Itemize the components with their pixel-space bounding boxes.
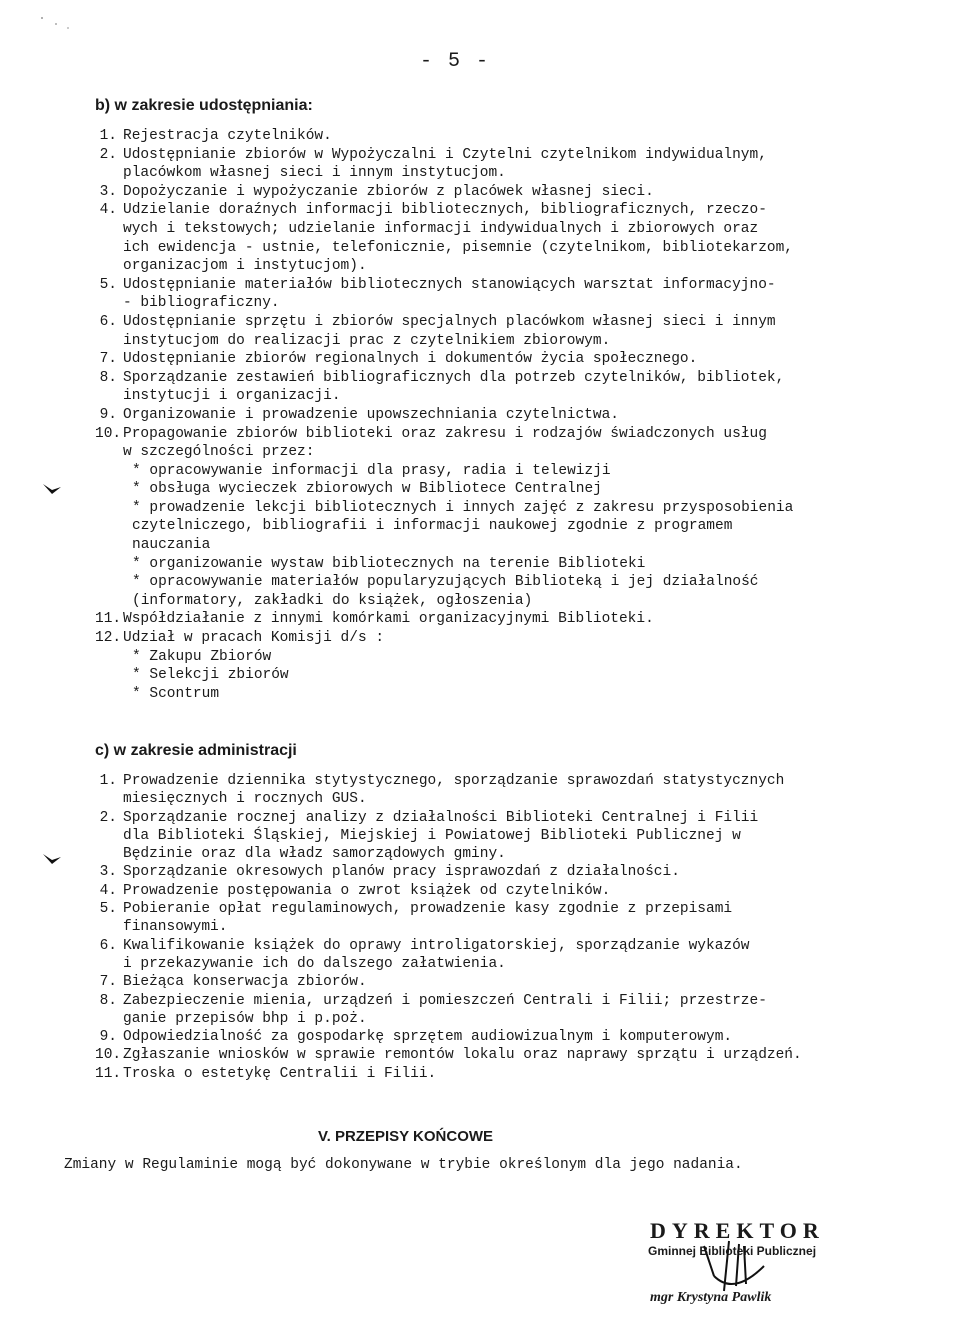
section-c <box>95 742 895 1083</box>
item-text: Pobieranie opłat regulaminowych, prowadzenie kasy zgodnie z przepisami finansowymi. <box>123 901 733 936</box>
handwritten-signature <box>684 1236 784 1296</box>
item-text: Organizowanie i prowadzenie upowszechniania czytelnictwa. <box>123 406 619 423</box>
item-text: Propagowanie zbiorów biblioteki oraz zakresu i rodzajów świadczonych usług w szczególności przez: <box>123 425 767 461</box>
item-number: 9. <box>99 406 117 423</box>
item-number: 6. <box>99 937 117 954</box>
stamp-title: DYREKTOR <box>650 1218 825 1243</box>
closing-text: Zmiany w Regulaminie mogą być dokonywane w trybie określonym dla jego nadania. <box>64 1157 743 1173</box>
item-text: Bieżąca konserwacja zbiorów. <box>123 974 367 991</box>
list-item <box>95 772 895 809</box>
item-number: 7. <box>99 974 117 991</box>
bullet-item: * opracowywanie materiałów popularyzujących Biblioteką i jej działalność (informatory, zakładki do książek, ogłoszenia) <box>132 574 759 609</box>
list-item <box>95 863 895 881</box>
list-item <box>95 425 895 462</box>
item-number: 9. <box>99 1029 117 1046</box>
item-number: 6. <box>99 313 117 330</box>
item-number: 5. <box>99 276 117 293</box>
item-text: Udostępnianie zbiorów w Wypożyczalni i Czytelni czytelnikom indywidualnym, placówkom własnej sieci i innym instytucjom. <box>123 146 767 182</box>
item-text: Prowadzenie dziennika stytystycznego, sporządzanie sprawozdań statystycznych miesięcznych i rocznych GUS. <box>123 773 785 808</box>
item-text: Zgłaszanie wniosków w sprawie remontów lokalu oraz naprawy sprzątu i urządzeń. <box>123 1047 802 1064</box>
section-c-list <box>95 772 895 1083</box>
item-text: Dopożyczanie i wypożyczanie zbiorów z placówek własnej sieci. <box>123 183 654 200</box>
stamp-subtitle: Gminnej Biblioteki Publicznej <box>648 1244 817 1258</box>
item-text: Zabezpieczenie mienia, urządzeń i pomieszczeń Centrali i Filii; przestrze- ganie przepisów bhp i p.poż. <box>123 992 767 1027</box>
item-text: Sporządzanie okresowych planów pracy isprawozdań z działalności. <box>123 864 680 881</box>
list-item <box>95 1046 895 1064</box>
item-number: 11. <box>95 611 122 628</box>
section-b-list <box>95 127 895 462</box>
item-text: Sporządzanie rocznej analizy z działalności Biblioteki Centralnej i Filii dla Biblioteki Śląskiej, Miejskiej i Powiatowej Biblioteki Publicznej w Będzinie oraz dla władz samorządowych gminy. <box>123 809 759 863</box>
item-number: 1. <box>99 128 117 144</box>
item-text: Udostępnianie materiałów bibliotecznych stanowiących warsztat informacyjno- - bibliograficzny. <box>123 276 776 312</box>
list-item <box>95 809 895 864</box>
item-number: 2. <box>99 146 117 163</box>
page-number: - 5 - <box>420 50 491 73</box>
signer-name: mgr Krystyna Pawlik <box>650 1290 772 1305</box>
item-text: Udostępnianie sprzętu i zbiorów specjalnych placówkom własnej sieci i innym instytucjom do realizacji prac z czytelnikiem zbiorowym. <box>123 313 776 349</box>
item-number: 3. <box>99 183 117 200</box>
item-number: 11. <box>95 1065 122 1082</box>
item-number: 7. <box>99 351 117 368</box>
list-item <box>95 992 895 1029</box>
bullet-item: * obsługa wycieczek zbiorowych w Bibliotece Centralnej <box>132 481 602 498</box>
item-number: 10. <box>95 1047 122 1064</box>
list-item <box>95 1065 895 1083</box>
signature-stamp <box>646 1218 876 1318</box>
item-number: 12. <box>95 630 122 647</box>
list-item <box>95 900 895 937</box>
item-text: Udostępnianie zbiorów regionalnych i dokumentów życia społecznego. <box>123 351 698 368</box>
list-item <box>95 369 895 406</box>
committee-item: * Selekcji zbiorów <box>132 667 289 684</box>
item-number: 10. <box>95 425 122 442</box>
list-item <box>95 882 895 900</box>
list-item <box>95 127 895 146</box>
section-b-bullets <box>95 462 895 611</box>
section-c-heading: c) w zakresie administracji <box>95 742 297 759</box>
item-text: Troska o estetykę Centralii i Filii. <box>123 1065 437 1082</box>
item-number: 4. <box>99 882 117 899</box>
section-b <box>95 97 895 703</box>
list-item <box>95 350 895 369</box>
item-text: Udział w pracach Komisji d/s : <box>123 630 385 647</box>
item-text: Odpowiedzialność za gospodarkę sprzętem audiowizualnym i komputerowym. <box>123 1029 733 1046</box>
item-number: 1. <box>99 773 117 789</box>
item-text: Udzielanie doraźnych informacji bibliotecznych, bibliograficznych, rzeczo- wych i tekstowych; udzielanie informacji indywidualnych i zbiorowych oraz ich ewidencja - ustnie, telefonicznie, pisemnie (czytelnikom, bibliotekarzom, organizacjom i instytucjom). <box>123 202 794 275</box>
item-text: Prowadzenie postępowania o zwrot książek od czytelników. <box>123 882 611 899</box>
item-number: 8. <box>99 992 117 1009</box>
list-item <box>95 313 895 350</box>
item-number: 5. <box>99 901 117 918</box>
item-number: 8. <box>99 369 117 386</box>
list-item <box>95 183 895 202</box>
committee-list <box>95 648 895 704</box>
item-number: 3. <box>99 864 117 881</box>
list-item <box>95 146 895 183</box>
list-item <box>95 1028 895 1046</box>
item-text: Rejestracja czytelników. <box>123 128 332 144</box>
closing-heading: V. PRZEPISY KOŃCOWE <box>318 1128 494 1145</box>
list-item <box>95 406 895 425</box>
item-text: Sporządzanie zestawień bibliograficznych dla potrzeb czytelników, bibliotek, instytucji i organizacji. <box>123 369 785 405</box>
margin-arrow-mark <box>42 482 62 496</box>
item-number: 2. <box>99 809 117 826</box>
committee-item: * Scontrum <box>132 685 220 702</box>
bullet-item: * organizowanie wystaw bibliotecznych na terenie Biblioteki <box>132 555 646 572</box>
list-item <box>95 610 895 629</box>
list-item <box>95 629 895 648</box>
bullet-item: * prowadzenie lekcji bibliotecznych i innych zajęć z zakresu przysposobienia czytelniczego, bibliografii i informacji naukowej zgodnie z programem nauczania <box>132 499 794 554</box>
committee-item: * Zakupu Zbiorów <box>132 648 272 665</box>
section-b-heading: b) w zakresie udostępniania: <box>95 97 313 114</box>
list-item <box>95 201 895 275</box>
scan-artifact-dots <box>38 14 78 39</box>
item-number: 4. <box>99 202 117 219</box>
list-item <box>95 276 895 313</box>
item-text: Współdziałanie z innymi komórkami organizacyjnymi Biblioteki. <box>123 611 654 628</box>
item-text: Kwalifikowanie książek do oprawy introligatorskiej, sporządzanie wykazów i przekazywanie ich do dalszego załatwienia. <box>123 937 750 972</box>
list-item <box>95 937 895 974</box>
bullet-item: * opracowywanie informacji dla prasy, radia i telewizji <box>132 462 611 479</box>
list-item <box>95 973 895 991</box>
section-b-list-continued <box>95 610 895 647</box>
margin-arrow-mark <box>42 852 62 866</box>
